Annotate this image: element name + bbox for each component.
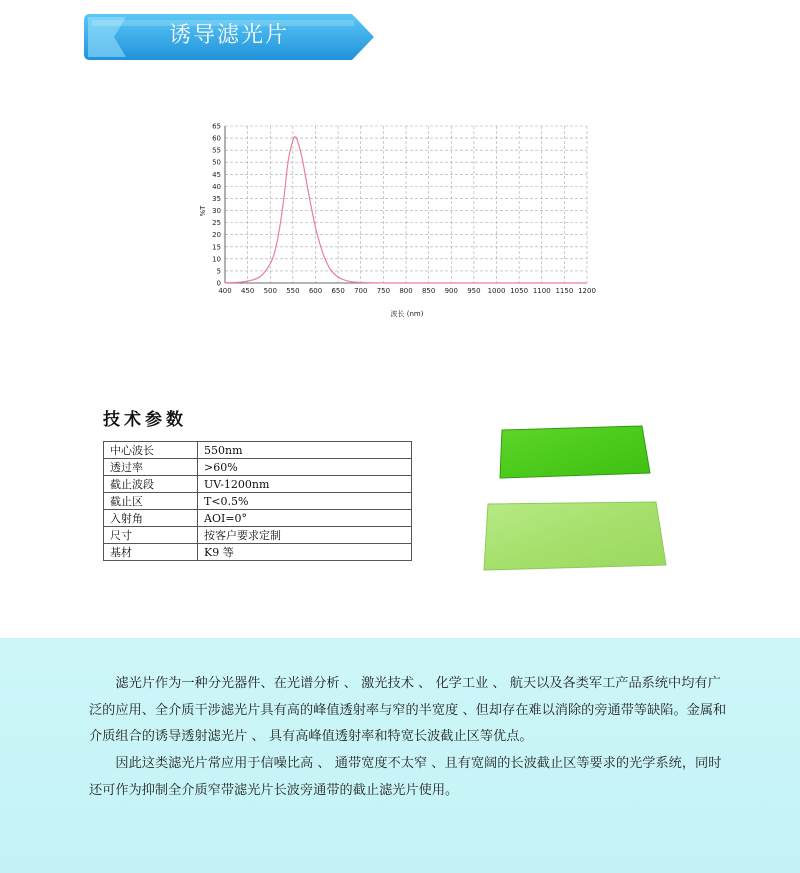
x-tick-label: 450 bbox=[240, 287, 255, 295]
filter-glass-light bbox=[484, 502, 666, 570]
x-tick-label: 600 bbox=[308, 287, 323, 295]
x-tick-label: 550 bbox=[286, 287, 300, 295]
spec-label: 基材 bbox=[104, 544, 198, 561]
x-tick-label: 400 bbox=[218, 287, 232, 295]
y-tick-label: 0 bbox=[216, 279, 221, 288]
chart-grid bbox=[225, 126, 587, 283]
table-row bbox=[104, 493, 412, 510]
x-tick-label: 750 bbox=[376, 287, 391, 295]
chart-axes bbox=[225, 126, 587, 283]
y-tick-labels bbox=[212, 123, 221, 288]
y-tick-label: 10 bbox=[212, 255, 221, 264]
spec-label: 透过率 bbox=[104, 459, 198, 476]
y-tick-label: 60 bbox=[212, 134, 221, 143]
description-paragraph-2: 因此这类滤光片常应用于信噪比高 、 通带宽度不太窄 、且有宽阔的长波截止区等要求的光学系统，同时还可作为抑制全介质窄带滤光片长波旁通带的截止滤光片使用。 bbox=[89, 756, 722, 798]
specs-title: 技术参数 bbox=[103, 410, 187, 430]
x-tick-label: 900 bbox=[444, 287, 458, 295]
table-row bbox=[104, 527, 412, 544]
spec-value: AOI=0° bbox=[198, 510, 412, 527]
y-tick-label: 25 bbox=[212, 219, 221, 228]
y-axis-label: %T bbox=[199, 205, 207, 217]
x-tick-label: 1100 bbox=[532, 287, 551, 295]
spec-label: 截止波段 bbox=[104, 476, 198, 493]
x-tick-label: 1000 bbox=[487, 287, 506, 295]
spec-label: 尺寸 bbox=[104, 527, 198, 544]
x-tick-label: 700 bbox=[354, 287, 368, 295]
description-paragraph-1: 滤光片作为一种分光器件、在光谱分析 、 激光技术 、 化学工业 、 航天以及各类军工产品系统中均有广泛的应用、全介质干涉滤光片具有高的峰值透射率与窄的半宽度 、但却存在难以消除的旁通带等缺陷。金属和介质组合的诱导透射滤光片 、 具有高峰值透射率和特宽长波截止区等优点。 bbox=[89, 676, 727, 744]
spec-value: >60% bbox=[198, 459, 412, 476]
x-tick-label: 1050 bbox=[510, 287, 529, 295]
x-tick-label: 500 bbox=[263, 287, 277, 295]
table-row bbox=[104, 442, 412, 459]
specs-table bbox=[103, 441, 412, 561]
spec-value: 550nm bbox=[198, 442, 412, 459]
filter-glass-dark bbox=[500, 426, 650, 478]
y-tick-label: 20 bbox=[212, 231, 221, 240]
y-tick-label: 5 bbox=[216, 267, 221, 276]
x-tick-label: 1150 bbox=[555, 287, 574, 295]
transmission-chart bbox=[195, 116, 605, 326]
y-tick-label: 65 bbox=[212, 122, 221, 131]
page-title: 诱导滤光片 bbox=[168, 23, 289, 48]
table-row bbox=[104, 459, 412, 476]
spec-value: 按客户要求定制 bbox=[198, 527, 412, 544]
x-axis-label: 波长 (nm) bbox=[390, 310, 424, 318]
spec-label: 入射角 bbox=[104, 510, 198, 527]
table-row bbox=[104, 476, 412, 493]
y-tick-label: 50 bbox=[212, 158, 221, 167]
x-tick-labels bbox=[218, 287, 596, 295]
spec-value: T<0.5% bbox=[198, 493, 412, 510]
x-tick-label: 650 bbox=[331, 287, 345, 295]
y-tick-label: 30 bbox=[212, 207, 221, 216]
spec-label: 截止区 bbox=[104, 493, 198, 510]
product-photo bbox=[480, 418, 680, 578]
y-tick-label: 40 bbox=[212, 182, 221, 191]
spec-value: UV-1200nm bbox=[198, 476, 412, 493]
table-row bbox=[104, 544, 412, 561]
x-tick-label: 950 bbox=[467, 287, 481, 295]
spec-label: 中心波长 bbox=[104, 442, 198, 459]
header-banner bbox=[84, 14, 374, 60]
table-row bbox=[104, 510, 412, 527]
spec-value: K9 等 bbox=[198, 544, 412, 561]
x-tick-label: 850 bbox=[421, 287, 436, 295]
y-tick-label: 55 bbox=[212, 146, 221, 155]
x-tick-label: 800 bbox=[399, 287, 413, 295]
y-tick-label: 35 bbox=[212, 194, 221, 203]
x-tick-label: 1200 bbox=[578, 287, 596, 295]
y-tick-label: 45 bbox=[212, 170, 221, 179]
y-tick-label: 15 bbox=[212, 243, 221, 252]
